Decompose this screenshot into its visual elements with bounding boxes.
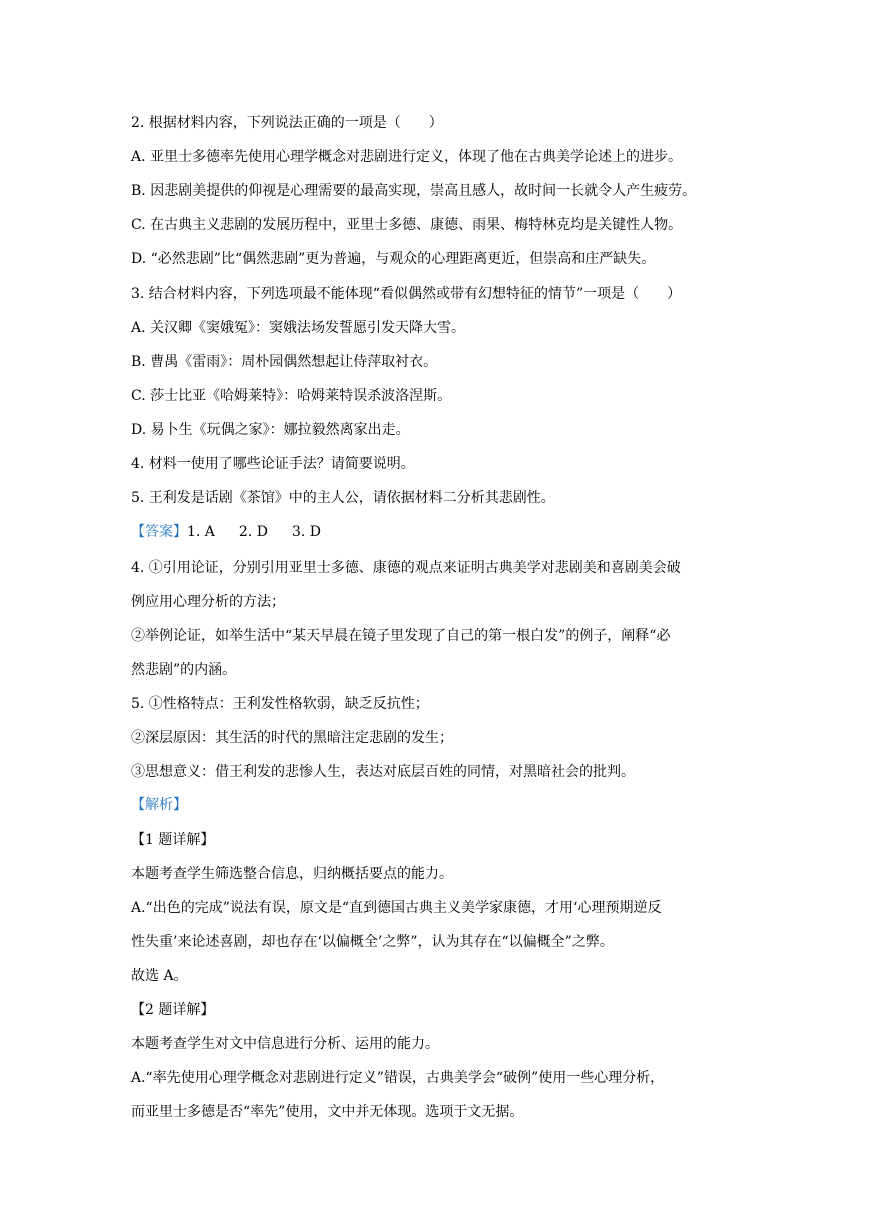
detail-1-line: A.“出色的完成”说法有误，原文是“直到德国古典主义美学家康德，才用‘心理预期逆反 — [131, 900, 662, 916]
answer-3: 3. D — [291, 524, 322, 540]
q3-stem: 3. 结合材料内容，下列选项最不能体现“看似偶然或带有幻想特征的情节”一项是（ ） — [131, 286, 682, 302]
answer-q4-line: ②举例论证，如举生活中“某天早晨在镜子里发现了自己的第一根白发”的例子，阐释“必 — [131, 628, 671, 644]
q3-option-d: D. 易卜生《玩偶之家》：娜拉毅然离家出走。 — [131, 422, 410, 438]
q2-option-b: B. 因悲剧美提供的仰视是心理需要的最高实现，崇高且感人，故时间一长就令人产生疲劳。 — [131, 183, 697, 199]
detail-1-title: 【1 题详解】 — [131, 832, 215, 848]
answer-label: 【答案】 — [131, 524, 187, 540]
q4-stem: 4. 材料一使用了哪些论证手法？请简要说明。 — [131, 456, 415, 472]
detail-2-line: 本题考查学生对文中信息进行分析、运用的能力。 — [131, 1036, 439, 1052]
detail-2-line: 而亚里士多德是否“率先”使用，文中并无体现。选项于文无据。 — [131, 1104, 524, 1120]
q2-stem: 2. 根据材料内容，下列说法正确的一项是（ ） — [131, 115, 443, 131]
answer-1: 1. A — [187, 524, 215, 540]
q2-option-d: D. “必然悲剧”比“偶然悲剧”更为普遍，与观众的心理距离更近，但崇高和庄严缺失。 — [131, 251, 656, 267]
q3-option-b: B. 曹禺《雷雨》：周朴园偶然想起让侍萍取衬衣。 — [131, 354, 438, 370]
q2-option-a: A. 亚里士多德率先使用心理学概念对悲剧进行定义，体现了他在古典美学论述上的进步。 — [131, 149, 683, 165]
detail-1-line: 本题考查学生筛选整合信息，归纳概括要点的能力。 — [131, 866, 453, 882]
answer-row — [131, 523, 771, 541]
analysis-label: 【解析】 — [131, 797, 187, 813]
answer-q4-line: 例应用心理分析的方法； — [131, 594, 285, 610]
answer-q5-line: ③思想意义：借王利发的悲惨人生，表达对底层百姓的同情，对黑暗社会的批判。 — [131, 764, 635, 780]
detail-2-line: A.“率先使用心理学概念对悲剧进行定义”错误，古典美学会“破例”使用一些心理分析， — [131, 1070, 665, 1086]
answer-q5-line: ②深层原因：其生活的时代的黑暗注定悲剧的发生； — [131, 730, 453, 746]
q3-option-a: A. 关汉卿《窦娥冤》：窦娥法场发誓愿引发天降大雪。 — [131, 320, 466, 336]
answer-q4-line: 然悲剧”的内涵。 — [131, 662, 237, 678]
answer-q5-line: 5. ①性格特点：王利发性格软弱，缺乏反抗性； — [131, 696, 429, 712]
q5-stem: 5. 王利发是话剧《茶馆》中的主人公，请依据材料二分析其悲剧性。 — [131, 490, 555, 506]
detail-1-line: 故选 A。 — [131, 968, 188, 984]
answer-2: 2. D — [238, 524, 268, 540]
q2-option-c: C. 在古典主义悲剧的发展历程中，亚里士多德、康德、雨果、梅特林克均是关键性人物。 — [131, 217, 683, 233]
detail-1-line: 性失重’来论述喜剧，却也存在‘以偏概全’之弊”，认为其存在“以偏概全”之弊。 — [131, 934, 614, 950]
answer-q4-line: 4. ①引用论证，分别引用亚里士多德、康德的观点来证明古典美学对悲剧美和喜剧美会破 — [131, 560, 681, 576]
q3-option-c: C. 莎士比亚《哈姆莱特》：哈姆莱特误杀波洛涅斯。 — [131, 388, 452, 404]
detail-2-title: 【2 题详解】 — [131, 1002, 215, 1018]
